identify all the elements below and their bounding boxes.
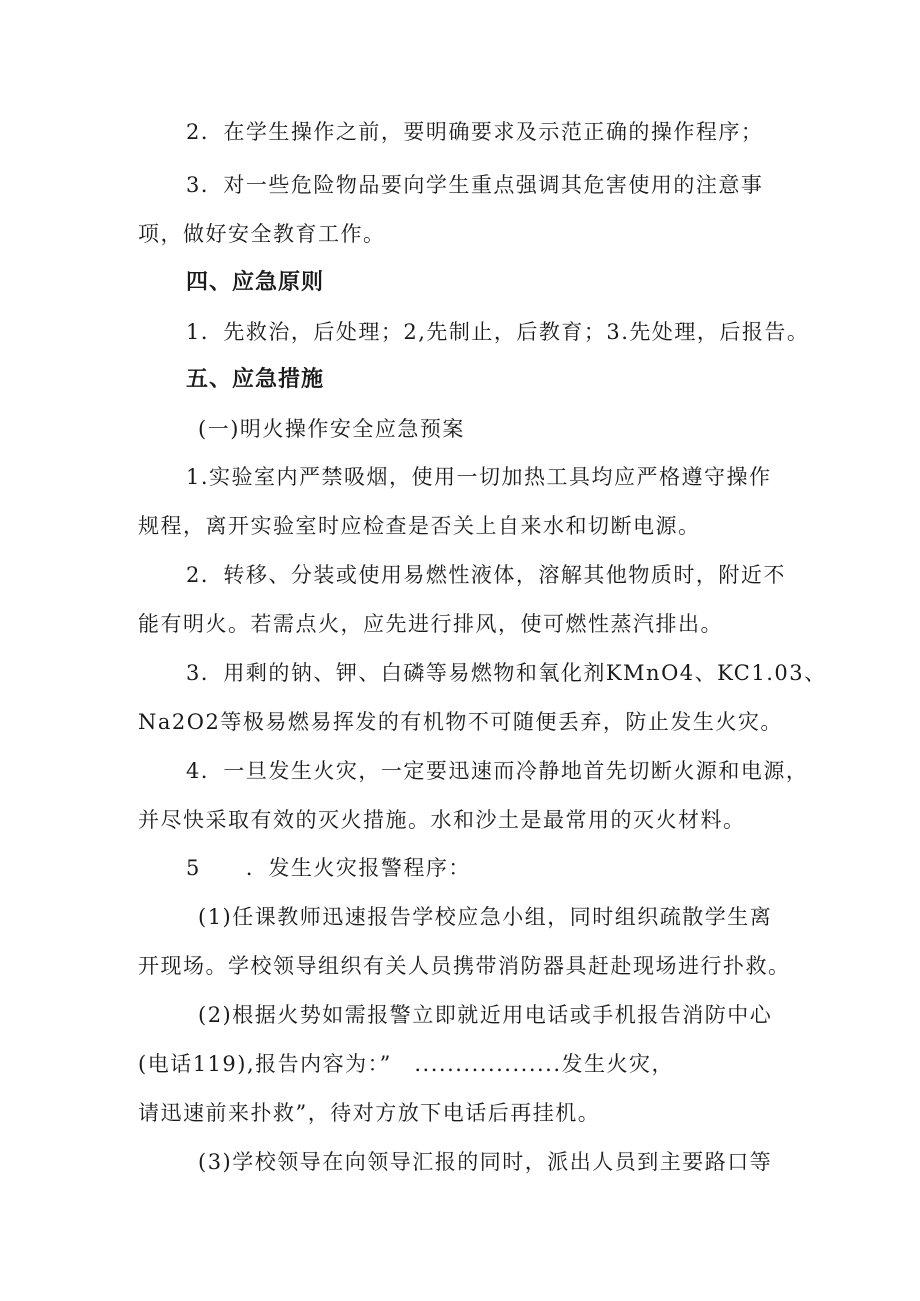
text-line-step-3-cont: 项，做好安全教育工作。 [138,222,386,246]
text-line-item-4-cont: 并尽快采取有效的灭火措施。水和沙土是最常用的灭火材料。 [138,808,746,832]
text-line-item-2: 2．转移、分装或使用易燃性液体，溶解其他物质时，附近不 [186,563,786,587]
section-heading-emergency-measures: 五、应急措施 [186,367,325,392]
text-line-item-5: 5 ．发生火灾报警程序： [186,856,471,880]
text-line-item-1-cont: 规程，离开实验室时应检查是否关上自来水和切断电源。 [138,514,701,538]
text-line-item-3: 3．用剩的钠、钾、白磷等易燃物和氧化剂KMnO4、KC1.03、 [186,661,827,685]
section-heading-emergency-principles: 四、应急原则 [186,270,325,295]
text-line-principles: 1．先救治，后处理；2,先制止，后教育；3.先处理，后报告。 [186,320,810,344]
text-line-item-2-cont: 能有明火。若需点火，应先进行排风，使可燃性蒸汽排出。 [138,612,723,636]
text-line-step-3: 3．对一些危险物品要向学生重点强调其危害使用的注意事 [186,173,764,197]
text-line-subitem-1: (1)任课教师迅速报告学校应急小组，同时组织疏散学生离 [198,905,773,929]
text-line-item-4: 4．一旦发生火灾，一定要迅速而冷静地首先切断火源和电源， [186,759,809,783]
text-line-step-2: 2．在学生操作之前，要明确要求及示范正确的操作程序； [186,120,764,144]
text-line-subitem-3: (3)学校领导在向领导汇报的同时，派出人员到主要路口等 [198,1150,773,1174]
text-line-subitem-1-cont: 开现场。学校领导组织有关人员携带消防器具赶赴现场进行扑救。 [138,954,791,978]
text-line-item-3-cont: Na2O2等极易燃易挥发的有机物不可随便丢弃，防止发生火灾。 [138,710,783,734]
subsection-title-open-fire-plan: (一)明火操作安全应急预案 [198,417,465,441]
text-line-subitem-2: (2)根据火势如需报警立即就近用电话或手机报告消防中心 [198,1003,773,1027]
text-line-item-1: 1.实验室内严禁吸烟，使用一切加热工具均应严格遵守操作 [186,465,772,489]
text-line-subitem-2-cont2: 请迅速前来扑救”，待对方放下电话后再挂机。 [138,1101,601,1125]
text-line-subitem-2-cont: (电话119),报告内容为：” ..................发生火灾， [138,1052,675,1076]
